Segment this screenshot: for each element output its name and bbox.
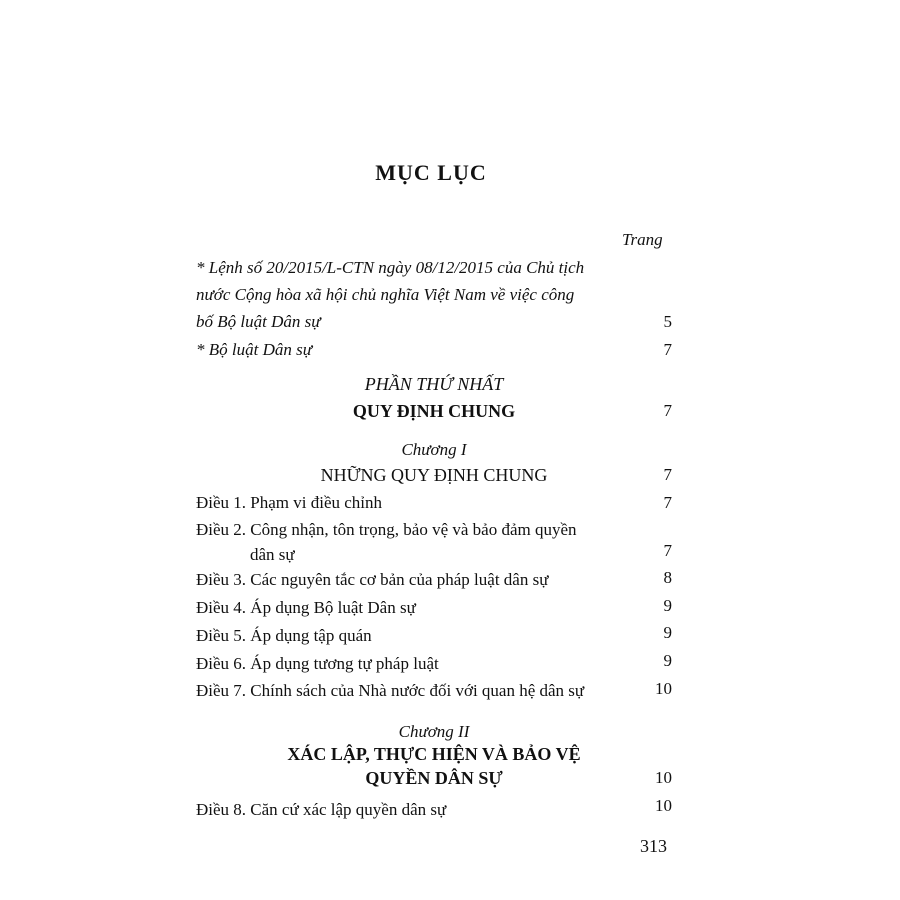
article-5-page: 9: [663, 623, 672, 642]
part-heading: PHẦN THỨ NHẤT: [364, 374, 504, 394]
article-3: Điều 3. Các nguyên tắc cơ bản của pháp luật dân sự: [196, 570, 549, 589]
article-5: Điều 5. Áp dụng tập quán: [196, 626, 372, 645]
article-3-page: 8: [663, 568, 672, 587]
intro-item-1-page: 5: [663, 312, 672, 331]
article-1: Điều 1. Phạm vi điều chỉnh: [196, 493, 383, 512]
intro-item-1-line-3: bố Bộ luật Dân sự: [196, 312, 321, 331]
article-2-page: 7: [663, 541, 672, 560]
article-2-continuation: dân sự: [250, 545, 295, 564]
chapter-1-title: NHỮNG QUY ĐỊNH CHUNG: [320, 465, 548, 485]
part-page: 7: [663, 401, 672, 420]
article-6-page: 9: [663, 651, 672, 670]
chapter-2-title-line-2: QUYỀN DÂN SỰ: [365, 768, 503, 788]
article-7: Điều 7. Chính sách của Nhà nước đối với quan hệ dân sự: [196, 681, 585, 700]
intro-item-1-line-2: nước Cộng hòa xã hội chủ nghĩa Việt Nam về việc công: [196, 285, 575, 304]
part-title: QUY ĐỊNH CHUNG: [352, 401, 516, 421]
intro-item-1-line-1: * Lệnh số 20/2015/L-CTN ngày 08/12/2015 của Chủ tịch: [196, 258, 585, 277]
article-4: Điều 4. Áp dụng Bộ luật Dân sự: [196, 598, 416, 617]
article-1-page: 7: [663, 493, 672, 512]
article-8: Điều 8. Căn cứ xác lập quyền dân sự: [196, 800, 447, 819]
article-8-page: 10: [655, 796, 672, 815]
page-column-label: Trang: [622, 230, 663, 249]
chapter-1-page: 7: [663, 465, 672, 484]
article-2: Điều 2. Công nhận, tôn trọng, bảo vệ và bảo đảm quyền: [196, 520, 577, 539]
intro-item-2-line-1: * Bộ luật Dân sự: [196, 340, 312, 359]
article-6: Điều 6. Áp dụng tương tự pháp luật: [196, 654, 439, 673]
chapter-2-title-line-1: XÁC LẬP, THỰC HIỆN VÀ BẢO VỆ: [287, 744, 581, 764]
article-7-page: 10: [655, 679, 672, 698]
page-number: 313: [640, 836, 667, 856]
chapter-1-heading: Chương I: [401, 440, 467, 459]
chapter-2-heading: Chương II: [398, 722, 470, 741]
page-title: MỤC LỤC: [375, 160, 487, 185]
intro-item-2-page: 7: [663, 340, 672, 359]
article-4-page: 9: [663, 596, 672, 615]
chapter-2-page: 10: [655, 768, 672, 787]
